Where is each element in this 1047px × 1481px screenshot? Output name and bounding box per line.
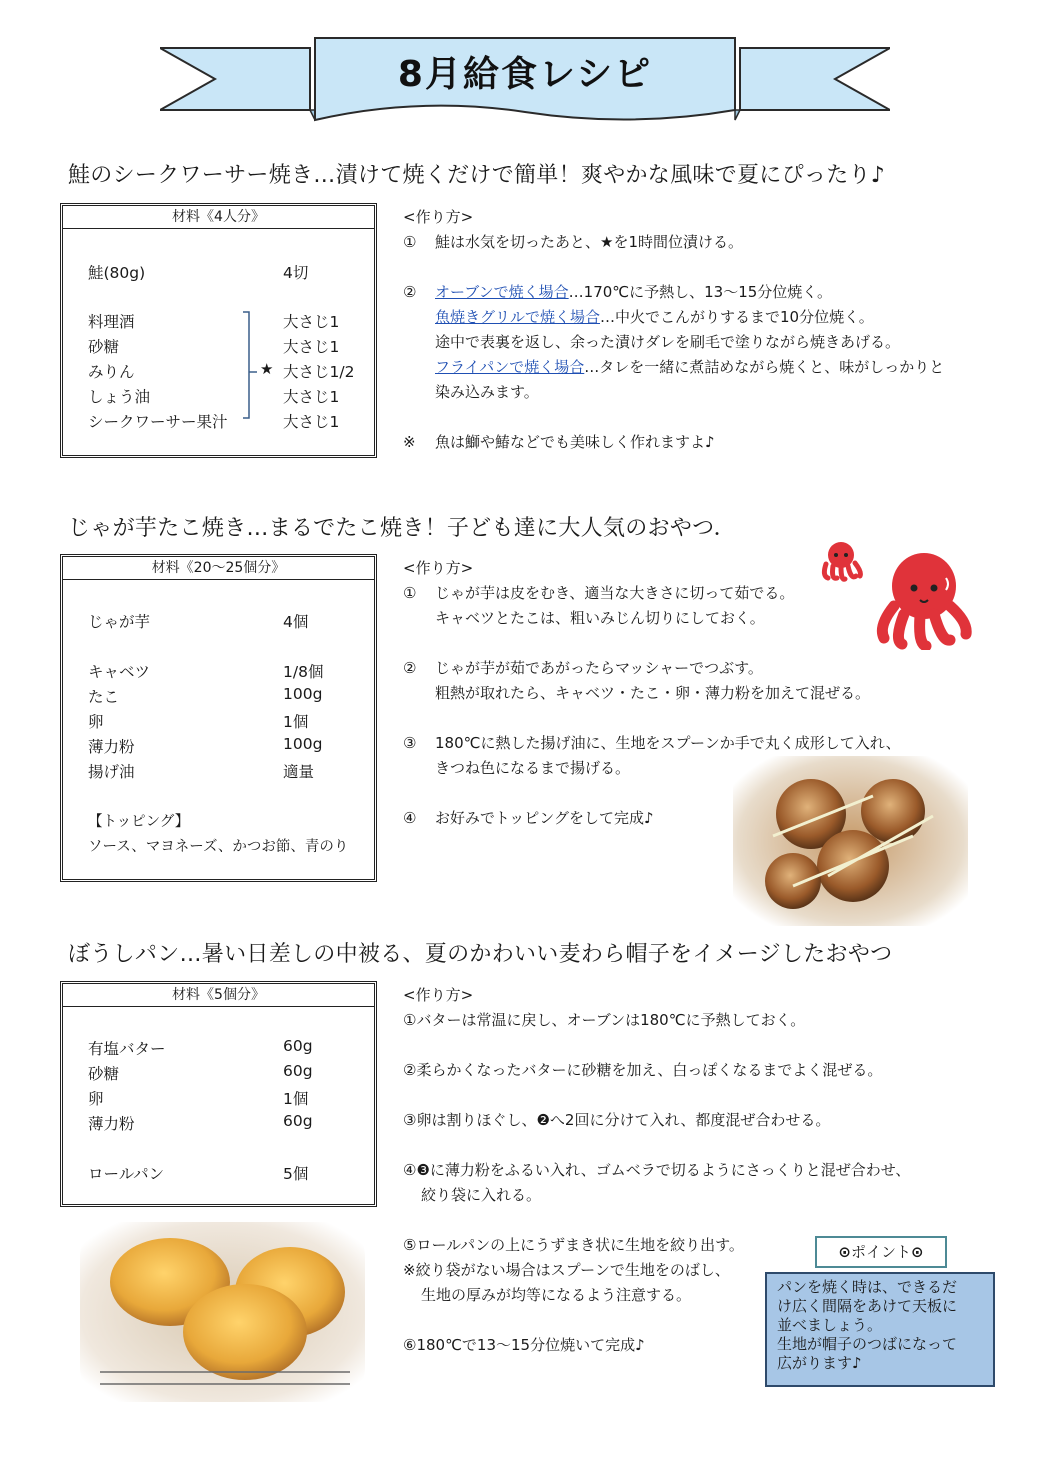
method-label: <作り方>	[403, 559, 474, 577]
ingredient-qty: 大さじ1	[283, 313, 340, 331]
ingredient-name: シークワーサー果汁	[88, 413, 228, 431]
ingredient-qty: 1個	[283, 713, 309, 731]
point-text-line: 生地が帽子のつばになって	[777, 1335, 958, 1353]
step-number: ①	[403, 584, 417, 602]
step-text: じゃが芋が茹であがったらマッシャーでつぶす。	[435, 659, 763, 677]
ingredient-name: みりん	[88, 363, 135, 381]
step-text: ※絞り袋がない場合はスプーンで生地をのばし、	[403, 1261, 730, 1279]
ingredient-qty: 4切	[283, 264, 309, 282]
takoyaki-photo	[733, 756, 968, 926]
grill-method-link[interactable]: 魚焼きグリルで焼く場合	[435, 308, 601, 326]
step-text: 絞り袋に入れる。	[421, 1186, 542, 1204]
ingredient-qty: 60g	[283, 1037, 313, 1055]
step-text: 魚は鰤や鰆などでも美味しく作れますよ♪	[435, 433, 715, 451]
point-text-line: パンを焼く時は、できるだ	[777, 1278, 958, 1296]
small-octopus-illustration	[818, 538, 864, 582]
recipe3-heading: ぼうしパン…暑い日差しの中被る、夏のかわいい麦わら帽子をイメージしたおやつ	[68, 942, 893, 967]
ingredient-name: 有塩バター	[88, 1040, 166, 1058]
step-text: …タレを一緒に煮詰めながら焼くと、味がしっかりと	[584, 358, 945, 376]
star-mark: ★	[260, 360, 274, 378]
recipe3-ingredients-box	[60, 981, 377, 1207]
topping-list: ソース、マヨネーズ、かつお節、青のり	[88, 839, 349, 855]
step-text: ③卵は割りほぐし、❷へ2回に分けて入れ、都度混ぜ合わせる。	[403, 1111, 831, 1129]
ingredient-qty: 大さじ1/2	[283, 363, 355, 381]
octopus-illustration	[872, 548, 974, 650]
ingredient-name: 砂糖	[88, 338, 120, 356]
recipe2-ingredients-box	[60, 554, 377, 882]
ingredient-qty: 大さじ1	[283, 388, 340, 406]
ingredient-qty: 60g	[283, 1062, 313, 1080]
step-text: 染み込みます。	[435, 383, 539, 401]
ingredient-name: 薄力粉	[88, 738, 135, 756]
step-number: ①	[403, 233, 417, 251]
method-label: <作り方>	[403, 208, 474, 226]
recipe1-ingredients-box	[60, 203, 377, 458]
ingredient-name: 鮭(80g)	[88, 264, 146, 282]
ingredient-name: じゃが芋	[88, 613, 151, 631]
ingredient-name: ロールパン	[88, 1165, 165, 1183]
page-title: 8月給食レシピ	[397, 54, 653, 95]
search-icon: ⊙	[838, 1243, 851, 1261]
step-text: ④❸に薄力粉をふるい入れ、ゴムベラで切るようにさっくりと混ぜ合わせ、	[403, 1161, 911, 1179]
ingredient-qty: 1個	[283, 1090, 309, 1108]
point-label: ポイント	[850, 1243, 911, 1261]
recipe1-heading: 鮭のシークワーサー焼き…漬けて焼くだけで簡単！爽やかな風味で夏にぴったり♪	[68, 163, 886, 188]
point-text-line: 広がります♪	[777, 1354, 862, 1372]
point-tag	[815, 1236, 947, 1268]
step-text: じゃが芋は皮をむき、適当な大きさに切って茹でる。	[435, 584, 795, 602]
pan-method-link[interactable]: フライパンで焼く場合	[435, 358, 585, 376]
point-text-line: け広く間隔をあけて天板に	[777, 1297, 958, 1315]
step-text: ⑥180℃で13～15分位焼いて完成♪	[403, 1336, 645, 1354]
method-label: <作り方>	[403, 986, 474, 1004]
step-text: ②柔らかくなったバターに砂糖を加え、白っぽくなるまでよく混ぜる。	[403, 1061, 883, 1079]
search-icon: ⊙	[911, 1243, 924, 1261]
ingredient-name: 料理酒	[88, 313, 135, 331]
ingredient-qty: 4個	[283, 613, 309, 631]
step-number: ④	[403, 809, 417, 827]
ingredient-qty: 1/8個	[283, 663, 324, 681]
step-text: 生地の厚みが均等になるよう注意する。	[421, 1286, 692, 1304]
ingredient-name: 卵	[88, 713, 104, 731]
ingredient-name: 卵	[88, 1090, 104, 1108]
step-text: 鮭は水気を切ったあと、★を1時間位漬ける。	[435, 233, 743, 251]
point-text-line: 並べましょう。	[777, 1316, 883, 1334]
step-number: ②	[403, 659, 417, 677]
note-mark: ※	[403, 433, 416, 451]
ingredient-name: 揚げ油	[88, 763, 135, 781]
step-text: ⑤ロールパンの上にうずまき状に生地を絞り出す。	[403, 1236, 744, 1254]
ingredient-qty: 大さじ1	[283, 413, 340, 431]
ingredient-qty: 5個	[283, 1165, 309, 1183]
step-text: キャベツとたこは、粗いみじん切りにしておく。	[435, 609, 765, 627]
ingredient-qty: 100g	[283, 685, 323, 703]
ingredients-header: 材料《20～25個分》	[63, 557, 374, 580]
recipe2-heading: じゃが芋たこ焼き…まるでたこ焼き！子ども達に大人気のおやつ．	[68, 516, 736, 541]
step-number: ②	[403, 283, 417, 301]
ingredients-header: 材料《5個分》	[63, 984, 374, 1007]
step-text: …中火でこんがりするまで10分位焼く。	[600, 308, 874, 326]
step-text: きつね色になるまで揚げる。	[435, 759, 631, 777]
step-text: 途中で表裏を返し、余った漬けダレを刷毛で塗りながら焼きあげる。	[435, 333, 901, 351]
ingredients-header: 材料《4人分》	[63, 206, 374, 229]
step-text: お好みでトッピングをして完成♪	[435, 809, 654, 827]
ingredient-name: 薄力粉	[88, 1115, 135, 1133]
step-text: 180℃に熱した揚げ油に、生地をスプーンか手で丸く成形して入れ、	[435, 734, 901, 752]
ingredient-qty: 100g	[283, 735, 323, 753]
ingredient-name: キャベツ	[88, 663, 151, 681]
recipe1-method	[403, 205, 944, 455]
ingredient-name: 砂糖	[88, 1065, 120, 1083]
ingredient-name: しょう油	[88, 388, 151, 406]
oven-method-link[interactable]: オーブンで焼く場合	[435, 283, 569, 301]
point-note-box	[765, 1272, 995, 1387]
step-text: …170℃に予熱し、13～15分位焼く。	[568, 283, 833, 301]
step-number: ③	[403, 734, 417, 752]
topping-label: 【トッピング】	[88, 814, 190, 830]
ingredient-qty: 大さじ1	[283, 338, 340, 356]
step-text: ①バターは常温に戻し、オーブンは180℃に予熱しておく。	[403, 1011, 806, 1029]
ingredient-qty: 適量	[283, 763, 315, 781]
ingredient-name: たこ	[88, 688, 120, 706]
hat-bread-photo	[80, 1222, 365, 1402]
step-text: 粗熱が取れたら、キャベツ・たこ・卵・薄力粉を加えて混ぜる。	[435, 684, 871, 702]
ingredient-qty: 60g	[283, 1112, 313, 1130]
